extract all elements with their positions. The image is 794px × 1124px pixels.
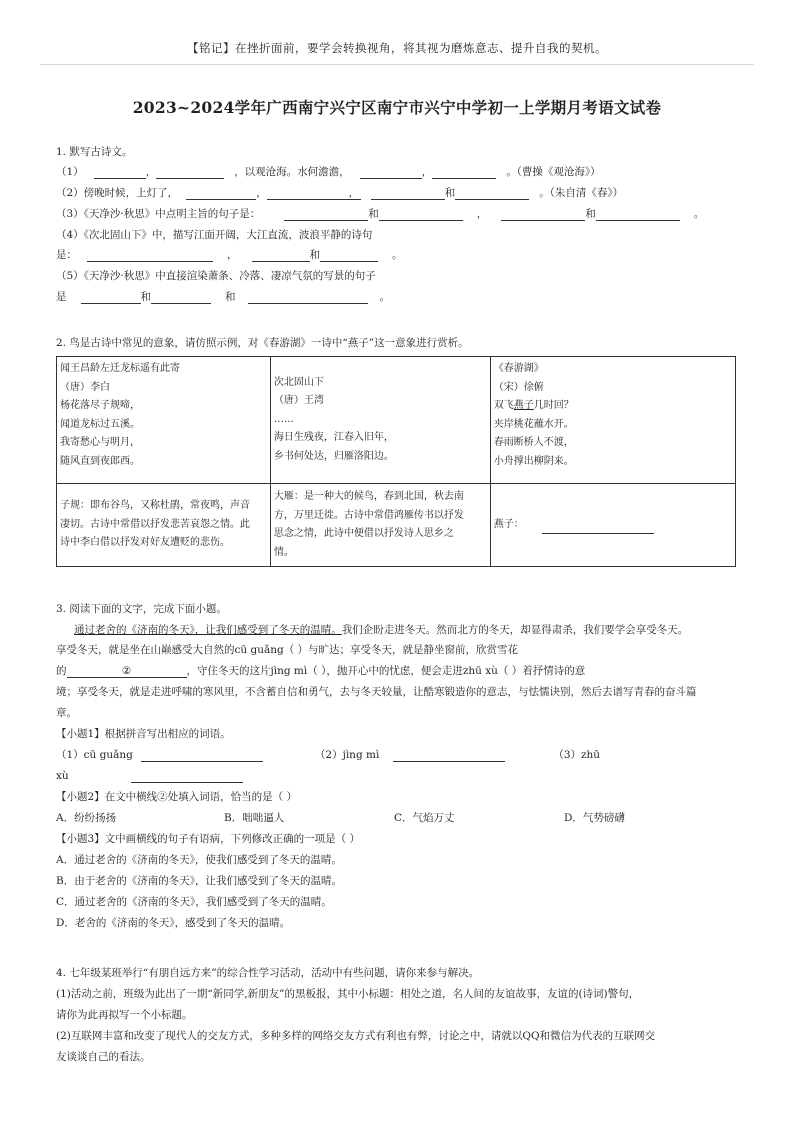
poem-comparison-table (56, 356, 736, 567)
blank[interactable] (596, 207, 680, 221)
q4-part1-line-1: (1)活动之前，班级为此出了一期“新同学,新朋友”的黑板报，其中小标题：相处之道，名人间的友谊故事，友谊的(诗词)警句， (56, 988, 640, 1000)
poem-cell-xu-fu: 《春游湖》 （宋）徐俯 双飞燕子几时回？ 夹岸桃花蘸水开。 春雨断桥人不渡， 小舟撑出柳阴来。 (490, 357, 735, 484)
blank[interactable] (248, 290, 368, 304)
q1-heading: 1. 默写古诗文。 (56, 146, 133, 158)
q3-sub3-option-c[interactable]: C．通过老舍的《济南的冬天》，我们感受到了冬天的温晴。 (56, 896, 332, 908)
q4-part2-line-2: 友谈谈自己的看法。 (56, 1051, 151, 1063)
q2-heading: 2. 鸟是古诗中常见的意象，请仿照示例，对《春游湖》一诗中“燕子”这一意象进行赏析。 (56, 337, 469, 349)
note-cell-cuckoo: 子规：即布谷鸟，又称杜鹃，常夜鸣，声音 凄切。古诗中常借以抒发悲苦哀怨之情。此 诗中李白借以抒发对好友遭贬的悲伤。 (57, 484, 271, 567)
page-title: 2023~2024学年广西南宁兴宁区南宁市兴宁中学初一上学期月考语文试卷 (132, 98, 662, 117)
blank[interactable] (131, 769, 243, 783)
q3-sub2-option-d[interactable]: D．气势磅礴 (564, 812, 625, 824)
underlined-swallow: 燕子 (513, 400, 534, 411)
blank[interactable] (320, 248, 378, 262)
motto-banner: 【铭记】在挫折面前，要学会转换视角，将其视为磨炼意志、提升自我的契机。 (187, 41, 607, 55)
q4-heading: 4. 七年级某班举行“有朋自远方来”的综合性学习活动，活动中有些问题，请你来参与解决。 (56, 967, 480, 979)
q3-sub3-option-a[interactable]: A．通过老舍的《济南的冬天》，使我们感受到了冬天的温晴。 (56, 854, 342, 866)
blank[interactable] (186, 186, 256, 200)
q4-part2-line-1: (2)互联网丰富和改变了现代人的交友方式，多种多样的网络交友方式有利也有弊，讨论之中，请就以QQ和微信为代表的互联网交 (56, 1030, 656, 1042)
blank[interactable] (267, 186, 347, 200)
blank[interactable] (151, 290, 211, 304)
blank[interactable] (393, 748, 505, 762)
blank[interactable] (371, 186, 445, 200)
q3-sub3: 【小题3】文中画横线的句子有语病，下列修改正确的一项是（ ） (56, 833, 361, 845)
blank[interactable] (156, 165, 224, 179)
q3-para-line-4: 境；享受冬天，就是走进呼啸的寒风里，不含蓄自信和勇气，去与冬天较量，让酷寒锻造你的意志，与怯懦诀别，然后去谱写青春的奋斗篇 (56, 686, 697, 698)
q3-para-line-3: 的 ② ，守住冬天的这片jìng mì（ ），抛开心中的忧虑，便会走进zhū xù（ ）着抒情诗的意 (56, 665, 586, 677)
q3-para-line-5: 章。 (56, 707, 77, 719)
q4-part1-line-2: 请你为此再拟写一个小标题。 (56, 1009, 193, 1021)
blank[interactable] (360, 165, 422, 179)
blank[interactable] (432, 165, 496, 179)
answer-blank[interactable] (542, 520, 654, 534)
blank[interactable] (81, 290, 141, 304)
q3-sub2: 【小题2】在文中横线②处填入词语，恰当的是（ ） (56, 791, 298, 803)
blank[interactable] (284, 207, 368, 221)
q3-sub1: 【小题1】根据拼音写出相应的词语。 (56, 728, 231, 740)
q1-line-3: （3）《天净沙·秋思》中点明主旨的句子是： 和 ， 和 。 (56, 208, 705, 220)
q1-line-5: （5）《天净沙·秋思》中直接渲染萧条、冷落、凄凉气氛的写景的句子 (56, 270, 376, 282)
q3-sub2-option-a[interactable]: A．纷纷扬扬 (56, 812, 117, 824)
q1-line-4b: 是： ， 和 。 (56, 249, 403, 261)
q3-sub1-answers: （1）cū guǎng （2）jìng mì （3）zhū (56, 749, 601, 761)
blank[interactable] (252, 248, 310, 262)
note-cell-swallow: 燕子： (490, 484, 735, 567)
blank[interactable] (379, 207, 463, 221)
poem-cell-wang-wan: 次北固山下 （唐）王湾 …… 海日生残夜，江春入旧年， 乡书何处达，归雁洛阳边。 (270, 357, 490, 484)
q1-line-4: （4）《次北固山下》中，描写江面开阔，大江直流，波浪平静的诗句 (56, 229, 373, 241)
blank[interactable] (455, 186, 529, 200)
blank-2[interactable]: ② (67, 664, 187, 678)
note-cell-goose: 大雁：是一种大的候鸟，春到北国，秋去南 方，万里迁徙。古诗中常借鸿雁传书以抒发 思念之情，此诗中便借以抒发诗人思乡之 情。 (270, 484, 490, 567)
poem-cell-li-bai: 闻王昌龄左迁龙标遥有此寄 （唐）李白 杨花落尽子规啼， 闻道龙标过五溪。 我寄愁心与明月， 随风直到夜郎西。 (57, 357, 271, 484)
blank[interactable] (87, 248, 213, 262)
q3-sub2-option-b[interactable]: B．咄咄逼人 (224, 812, 285, 824)
blank[interactable] (141, 748, 263, 762)
blank[interactable] (94, 165, 146, 179)
q3-sub3-option-d[interactable]: D．老舍的《济南的冬天》，感受到了冬天的温晴。 (56, 917, 291, 929)
underlined-sentence: 通过老舍的《济南的冬天》，让我们感受到了冬天的温晴。 (74, 624, 342, 636)
blank[interactable] (501, 207, 585, 221)
q1-line-1: （1） ， ，以观沧海。水何澹澹， ， 。（曹操《观沧海》） (56, 166, 601, 178)
q1-line-2: （2）傍晚时候，上灯了， ， ， 和 。（朱自清《春》） (56, 187, 624, 199)
q3-sub3-option-b[interactable]: B．由于老舍的《济南的冬天》，让我们感受到了冬天的温晴。 (56, 875, 342, 887)
q3-sub1-answers-cont: xù (56, 769, 243, 783)
q3-para-line-1: 通过老舍的《济南的冬天》，让我们感受到了冬天的温晴。我们企盼走进冬天。然而北方的冬天，却显得肃杀，我们要学会享受冬天。 (74, 624, 689, 636)
q3-para-line-2: 享受冬天，就是坐在山巅感受大自然的cū guǎng（ ）与旷达；享受冬天，就是静坐窗前，欣赏雪花 (56, 644, 519, 656)
q1-line-5b: 是 和 和 。 (56, 291, 390, 303)
header-divider (40, 64, 754, 65)
q3-sub2-option-c[interactable]: C．气焰万丈 (394, 812, 455, 824)
q3-heading: 3. 阅读下面的文字，完成下面小题。 (56, 603, 227, 615)
